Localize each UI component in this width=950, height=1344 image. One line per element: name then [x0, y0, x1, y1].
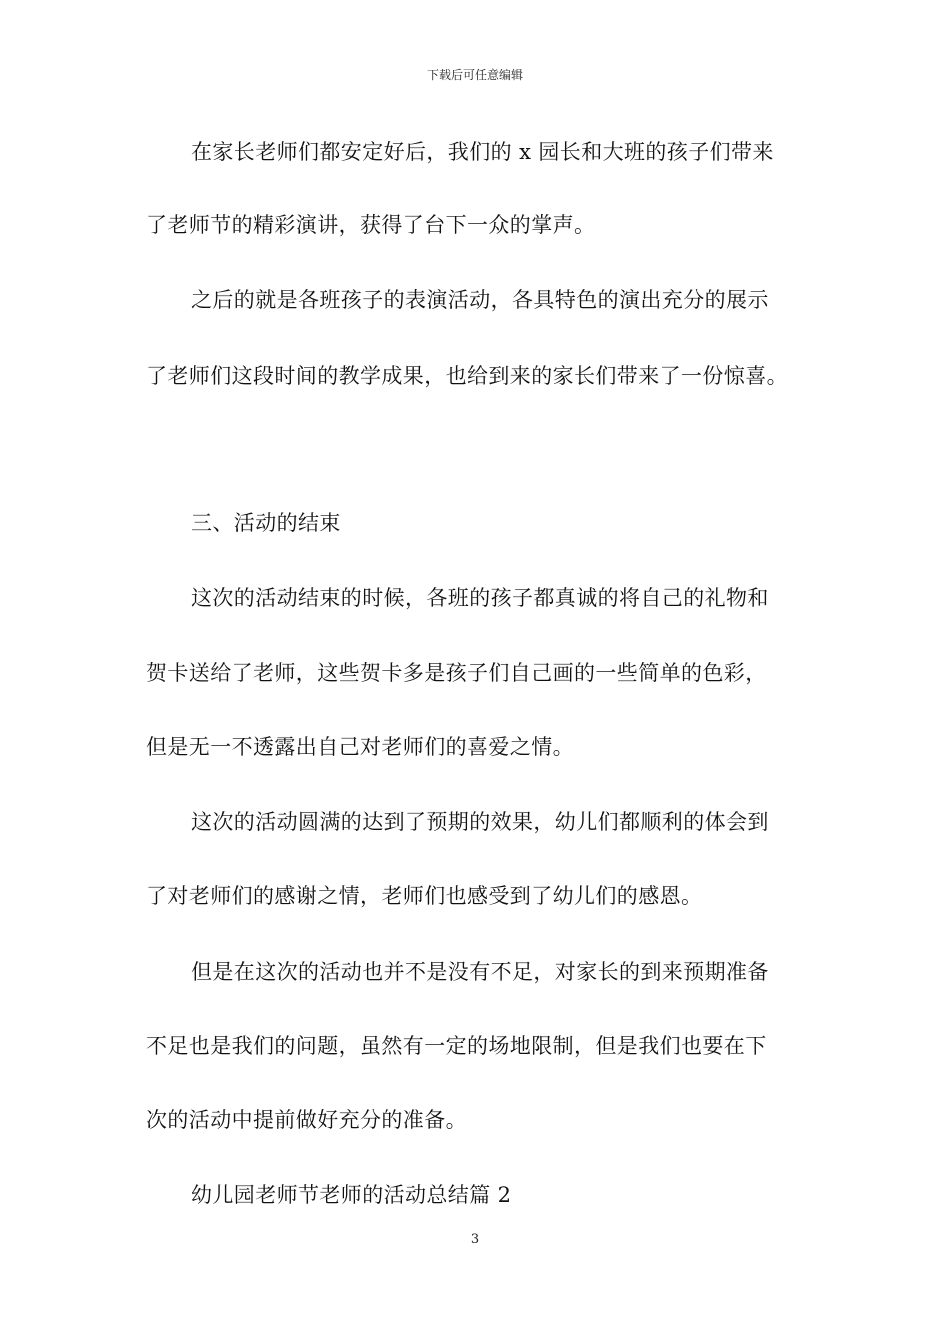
paragraph-line: 但是在这次的活动也并不是没有不足，对家长的到来预期准备	[191, 960, 769, 984]
paragraph-line: 了对老师们的感谢之情，老师们也感受到了幼儿们的感恩。	[146, 884, 703, 908]
paragraph-line: 但是无一不透露出自己对老师们的喜爱之情。	[146, 735, 574, 759]
paragraph-line: 之后的就是各班孩子的表演活动，各具特色的演出充分的展示	[191, 288, 769, 312]
paragraph-line: 了老师节的精彩演讲，获得了台下一众的掌声。	[146, 213, 596, 237]
header-note: 下载后可任意编辑	[426, 68, 523, 82]
paragraph-line: 在家长老师们都安定好后，我们的 x 园长和大班的孩子们带来	[191, 140, 774, 164]
paragraph-line: 次的活动中提前做好充分的准备。	[146, 1108, 467, 1132]
section-title: 幼儿园老师节老师的活动总结篇 2	[191, 1183, 512, 1207]
paragraph-line: 这次的活动结束的时候，各班的孩子都真诚的将自己的礼物和	[191, 586, 769, 610]
paragraph-line: 了老师们这段时间的教学成果，也给到来的家长们带来了一份惊喜。	[146, 364, 788, 388]
page-number: 3	[470, 1232, 480, 1247]
section-heading: 三、活动的结束	[191, 511, 341, 535]
paragraph-line: 不足也是我们的问题，虽然有一定的场地限制，但是我们也要在下	[146, 1034, 767, 1058]
paragraph-line: 这次的活动圆满的达到了预期的效果，幼儿们都顺利的体会到	[191, 810, 769, 834]
paragraph-line: 贺卡送给了老师，这些贺卡多是孩子们自己画的一些简单的色彩，	[146, 661, 767, 685]
